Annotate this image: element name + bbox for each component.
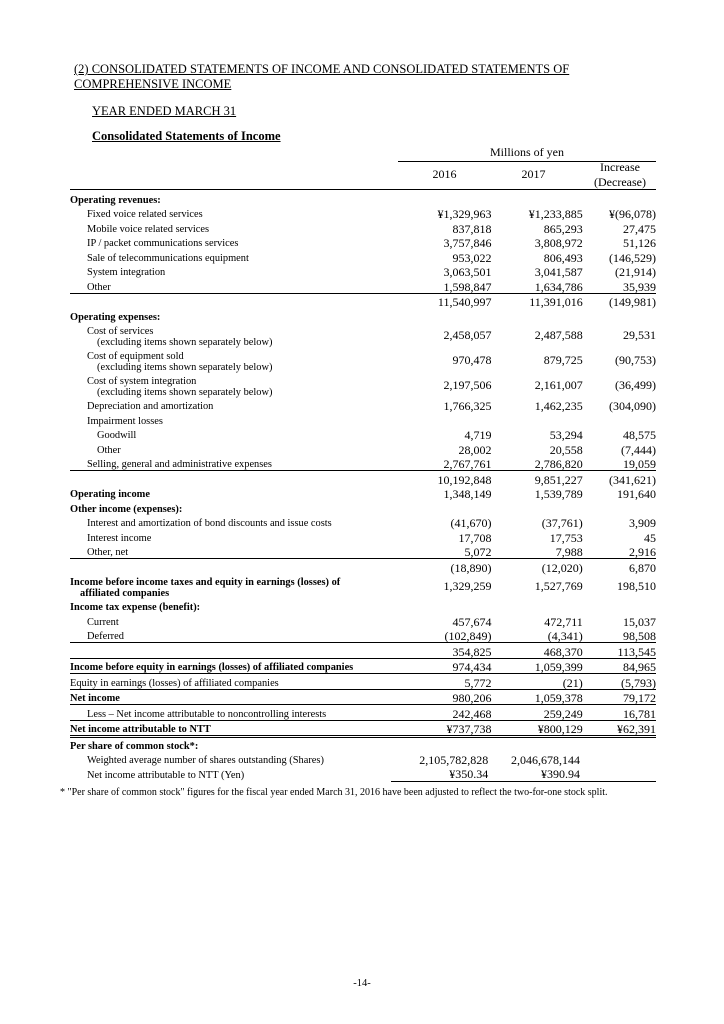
value-change: (149,981) xyxy=(588,293,656,308)
value-change: 2,916 xyxy=(629,545,656,559)
row-label xyxy=(70,441,405,456)
value-2017: 1,462,235 xyxy=(534,399,583,413)
row-label xyxy=(70,720,405,737)
statement-row xyxy=(70,249,656,264)
statement-row xyxy=(70,529,656,544)
value-change: ¥(96,078) xyxy=(609,207,656,221)
row-label-text: Impairment losses xyxy=(87,415,163,427)
row-label-text: Cost of services xyxy=(87,325,154,337)
value-change: 79,172 xyxy=(588,689,656,705)
value-change: 113,545 xyxy=(588,643,656,659)
value-change: 3,909 xyxy=(629,516,656,530)
row-label xyxy=(70,308,405,323)
row-label xyxy=(70,191,405,206)
header-rule xyxy=(70,189,656,190)
row-label-text: Net income attributable to NTT xyxy=(70,724,211,735)
value-2016: 4,719 xyxy=(464,428,492,442)
value-2016: 1,329,259 xyxy=(443,578,492,593)
value-2016: 953,022 xyxy=(452,250,492,265)
value-2016: 970,478 xyxy=(452,352,492,367)
statement-row xyxy=(70,544,656,559)
value-2016: 3,757,846 xyxy=(443,236,492,250)
per-share-2017: 2,046,678,144 xyxy=(511,753,580,767)
row-label-text: Interest and amortization of bond discounts and issue costs xyxy=(87,518,332,529)
value-change: 198,510 xyxy=(617,578,656,593)
row-label-text: IP / packet communications services xyxy=(87,238,239,249)
statement-row xyxy=(70,515,656,530)
statement-row xyxy=(70,278,656,293)
value-2017: 259,249 xyxy=(496,705,587,721)
statement-row xyxy=(70,689,656,705)
value-2016: 17,708 xyxy=(458,530,492,545)
value-2017: 472,711 xyxy=(544,614,583,629)
value-2017: 11,391,016 xyxy=(496,293,587,308)
row-label-text: Other xyxy=(97,444,121,456)
value-2017: (12,020) xyxy=(496,559,587,574)
statement-row xyxy=(70,220,656,235)
per-share-table xyxy=(70,739,656,782)
value-change: 19,059 xyxy=(623,457,656,471)
value-change xyxy=(588,500,656,515)
value-change: (7,444) xyxy=(621,442,656,457)
statement-row xyxy=(70,191,656,206)
value-2016: 2,197,506 xyxy=(443,377,492,392)
row-label xyxy=(70,373,405,398)
value-2016: ¥737,738 xyxy=(405,720,496,737)
statement-row xyxy=(70,264,656,279)
row-label-text: Income before equity in earnings (losses) of affiliated companies xyxy=(70,662,354,673)
row-label xyxy=(70,206,405,221)
value-2016: 1,348,149 xyxy=(443,487,492,501)
value-2016: 242,468 xyxy=(405,705,496,721)
value-change: 51,126 xyxy=(623,236,656,250)
row-label-subtext: (excluding items shown separately below) xyxy=(97,336,273,348)
value-2017: (4,341) xyxy=(547,629,583,643)
value-2017: 1,634,786 xyxy=(534,279,583,294)
statement-row xyxy=(70,643,656,659)
per-share-title: Per share of common stock*: xyxy=(70,741,199,752)
row-label xyxy=(70,293,405,308)
value-2017: 865,293 xyxy=(543,221,583,236)
row-label xyxy=(70,658,405,674)
row-label xyxy=(70,471,405,486)
value-2017 xyxy=(496,412,587,427)
statement-row xyxy=(70,235,656,250)
row-label xyxy=(70,220,405,235)
col-header-increase: Increase xyxy=(600,160,640,174)
value-2017: 2,786,820 xyxy=(534,457,583,471)
value-2016 xyxy=(405,191,496,206)
row-label-text: Equity in earnings (losses) of affiliated companies xyxy=(70,677,279,689)
row-label xyxy=(70,456,405,471)
row-label-text: System integration xyxy=(87,267,166,278)
row-label-text: Sale of telecommunications equipment xyxy=(87,252,249,264)
row-label-text: Cost of system integration xyxy=(87,375,197,387)
value-2017 xyxy=(496,500,587,515)
value-2017: 1,059,399 xyxy=(496,658,587,674)
value-2016: 974,434 xyxy=(405,658,496,674)
row-label-text: Deferred xyxy=(87,631,124,642)
row-label-text: Depreciation and amortization xyxy=(87,401,214,412)
row-label xyxy=(70,398,405,413)
value-change: (36,499) xyxy=(615,377,656,392)
value-2017: 17,753 xyxy=(549,530,583,545)
footnote: * "Per share of common stock" figures for the fiscal year ended March 31, 2016 have been adjusted to reflect the two-for-one stock split. xyxy=(60,787,608,798)
income-statement-table xyxy=(70,191,656,738)
value-2016: 2,458,057 xyxy=(443,327,492,342)
value-2016: 5,072 xyxy=(464,545,492,559)
row-label-text: Interest income xyxy=(87,532,152,544)
value-change: ¥62,391 xyxy=(588,720,656,737)
statement-row xyxy=(70,599,656,614)
statement-row xyxy=(70,613,656,628)
value-2016: (41,670) xyxy=(450,516,492,530)
statement-row xyxy=(70,373,656,398)
value-2016 xyxy=(405,599,496,614)
value-2016: 28,002 xyxy=(458,442,492,457)
row-label-text: Operating expenses: xyxy=(70,311,161,323)
value-2016 xyxy=(405,308,496,323)
value-2016: 354,825 xyxy=(405,643,496,659)
value-change xyxy=(588,191,656,206)
col-header-2017: 2017 xyxy=(521,167,546,181)
row-label-text: Other income (expenses): xyxy=(70,503,183,515)
unit-label: Millions of yen xyxy=(398,145,656,162)
value-change: 191,640 xyxy=(617,487,656,501)
value-2016: (18,890) xyxy=(405,559,496,574)
per-share-label: Weighted average number of shares outstanding (Shares) xyxy=(87,755,324,766)
value-2016: 1,766,325 xyxy=(443,399,492,413)
statement-row xyxy=(70,323,656,348)
row-label xyxy=(70,643,405,659)
statement-row xyxy=(70,705,656,721)
value-change: 16,781 xyxy=(588,705,656,721)
row-label xyxy=(70,674,405,690)
per-share-2016: ¥350.34 xyxy=(391,767,488,782)
row-label xyxy=(70,235,405,250)
row-label xyxy=(70,500,405,515)
value-2016: ¥1,329,963 xyxy=(437,207,492,221)
value-change: 48,575 xyxy=(623,428,656,442)
row-label xyxy=(70,486,405,501)
row-label xyxy=(70,529,405,544)
value-2016: (102,849) xyxy=(444,629,492,643)
value-change: 45 xyxy=(644,530,656,545)
statement-row xyxy=(70,308,656,323)
value-change: 84,965 xyxy=(588,658,656,674)
value-2017: 468,370 xyxy=(496,643,587,659)
value-2016: 837,818 xyxy=(452,221,492,236)
value-change xyxy=(588,308,656,323)
row-label-text: Operating income xyxy=(70,489,150,500)
statement-row xyxy=(70,206,656,221)
col-header-2016: 2016 xyxy=(432,167,457,181)
value-2017: (37,761) xyxy=(541,516,583,530)
row-label xyxy=(70,705,405,721)
statement-row xyxy=(70,720,656,737)
statement-row xyxy=(70,574,656,599)
value-2017: ¥1,233,885 xyxy=(528,207,583,221)
value-change: (341,621) xyxy=(588,471,656,486)
value-2017 xyxy=(496,599,587,614)
statement-row xyxy=(70,471,656,486)
value-2017: (21) xyxy=(496,674,587,690)
value-change: (304,090) xyxy=(609,399,656,413)
value-change: 29,531 xyxy=(623,327,656,342)
value-2017: 1,527,769 xyxy=(534,578,583,593)
value-2017: 879,725 xyxy=(543,352,583,367)
row-label-text: Goodwill xyxy=(97,430,137,441)
row-label xyxy=(70,559,405,574)
value-change: 6,870 xyxy=(588,559,656,574)
row-label-text: Other xyxy=(87,281,111,293)
row-label xyxy=(70,628,405,643)
value-change xyxy=(588,599,656,614)
value-2016 xyxy=(405,500,496,515)
statement-row xyxy=(70,674,656,690)
value-change: (21,914) xyxy=(615,265,656,279)
row-label-text: Income tax expense (benefit): xyxy=(70,602,201,613)
statement-row xyxy=(70,658,656,674)
row-label xyxy=(70,689,405,705)
per-share-label: Net income attributable to NTT (Yen) xyxy=(87,769,245,781)
row-label xyxy=(70,264,405,279)
row-label-subtext: (excluding items shown separately below) xyxy=(97,361,273,373)
value-2017: 20,558 xyxy=(549,442,583,457)
value-2017 xyxy=(496,191,587,206)
row-label xyxy=(70,599,405,614)
statement-row xyxy=(70,412,656,427)
value-2016: 3,063,501 xyxy=(443,265,492,279)
row-label xyxy=(70,249,405,264)
row-label xyxy=(70,323,405,348)
page-number: -14- xyxy=(353,978,371,989)
row-label xyxy=(70,515,405,530)
row-label-text: Cost of equipment sold xyxy=(87,350,184,362)
statement-row xyxy=(70,559,656,574)
row-label-subtext: affiliated companies xyxy=(80,587,170,599)
value-change: (90,753) xyxy=(615,352,656,367)
value-change: (5,793) xyxy=(588,674,656,690)
value-2016: 980,206 xyxy=(405,689,496,705)
row-label xyxy=(70,427,405,442)
row-label xyxy=(70,544,405,559)
row-label xyxy=(70,574,405,599)
value-2017: 2,487,588 xyxy=(534,327,583,342)
year-ended-label: YEAR ENDED MARCH 31 xyxy=(92,104,237,118)
per-share-2017: ¥390.94 xyxy=(488,767,656,782)
row-label-text: Selling, general and administrative expenses xyxy=(87,459,272,470)
row-label xyxy=(70,613,405,628)
value-change: (146,529) xyxy=(609,250,656,265)
col-header-change xyxy=(584,160,656,190)
statement-row xyxy=(70,398,656,413)
per-share-2016: 2,105,782,828 xyxy=(419,753,489,767)
value-2017: 2,161,007 xyxy=(534,377,583,392)
row-label-text: Fixed voice related services xyxy=(87,209,203,220)
row-label xyxy=(70,278,405,293)
value-2017: 53,294 xyxy=(549,428,583,442)
col-header-decrease: (Decrease) xyxy=(594,175,646,189)
row-label-text: Other, net xyxy=(87,547,129,558)
value-2017: 3,041,587 xyxy=(534,265,583,279)
value-2016: 457,674 xyxy=(452,614,492,629)
value-2017: 1,539,789 xyxy=(534,487,583,501)
value-2016: 5,772 xyxy=(405,674,496,690)
section-heading: (2) CONSOLIDATED STATEMENTS OF INCOME AND CONSOLIDATED STATEMENTS OF COMPREHENSIVE INCOME xyxy=(74,62,570,91)
statement-row xyxy=(70,427,656,442)
value-2016: 2,767,761 xyxy=(443,457,492,471)
statement-row xyxy=(70,456,656,471)
row-label xyxy=(70,412,405,427)
value-2017: 3,808,972 xyxy=(534,236,583,250)
value-2016: 10,192,848 xyxy=(405,471,496,486)
value-2016 xyxy=(405,412,496,427)
row-label-text: Less – Net income attributable to noncontrolling interests xyxy=(87,708,327,720)
value-2017: ¥800,129 xyxy=(496,720,587,737)
row-label-text: Operating revenues: xyxy=(70,194,161,206)
value-change: 27,475 xyxy=(623,221,656,236)
value-2017: 806,493 xyxy=(543,250,583,265)
value-change: 35,939 xyxy=(623,279,656,294)
statement-row xyxy=(70,441,656,456)
value-2016: 1,598,847 xyxy=(443,279,492,294)
row-label-text: Mobile voice related services xyxy=(87,223,210,235)
value-2017 xyxy=(496,308,587,323)
row-label-text: Income before income taxes and equity in earnings (losses) of xyxy=(70,576,341,588)
value-change: 15,037 xyxy=(623,614,656,629)
statement-title: Consolidated Statements of Income xyxy=(92,129,281,143)
value-change: 98,508 xyxy=(623,629,656,643)
statement-row xyxy=(70,628,656,643)
statement-row xyxy=(70,500,656,515)
value-2017: 1,059,378 xyxy=(496,689,587,705)
value-2017: 7,988 xyxy=(555,545,583,559)
row-label xyxy=(70,348,405,373)
value-change xyxy=(588,412,656,427)
row-label-subtext: (excluding items shown separately below) xyxy=(97,386,273,398)
row-label-text: Net income xyxy=(70,693,120,704)
statement-row xyxy=(70,486,656,501)
value-2017: 9,851,227 xyxy=(496,471,587,486)
statement-row xyxy=(70,348,656,373)
value-2016: 11,540,997 xyxy=(405,293,496,308)
statement-row xyxy=(70,293,656,308)
row-label-text: Current xyxy=(87,616,119,628)
